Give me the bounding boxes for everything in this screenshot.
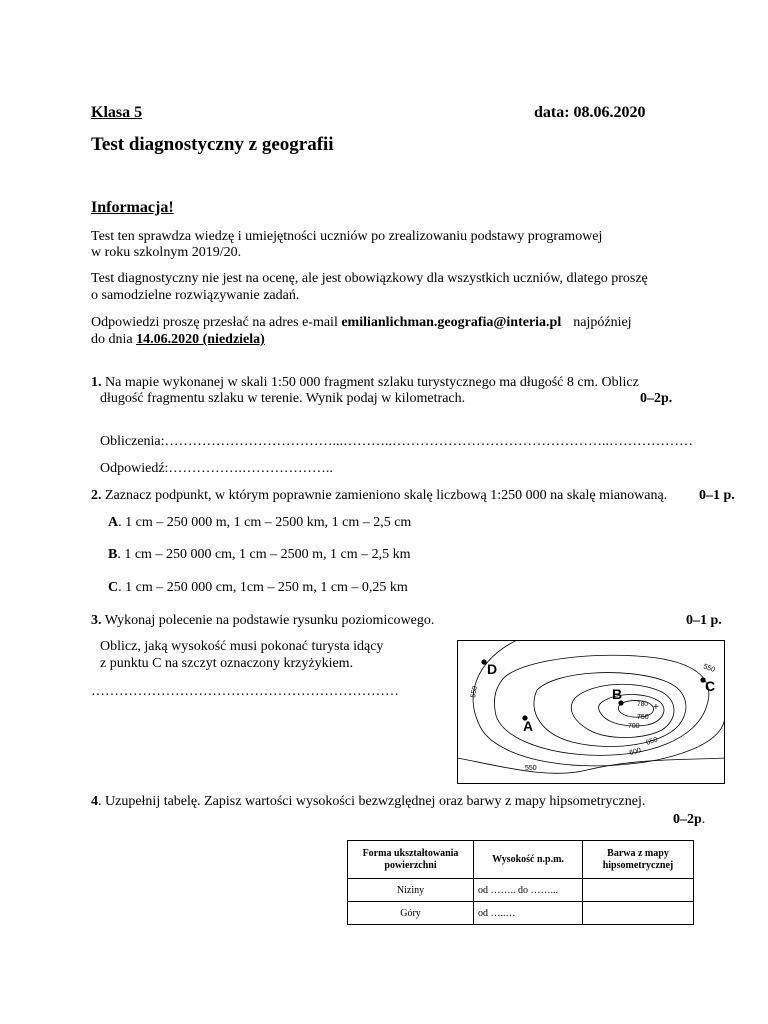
info-paragraph-3-line-1: [91, 314, 632, 331]
point-c-label: C: [705, 678, 716, 694]
option-a-letter: A: [108, 515, 119, 530]
table-cell-form: Niziny: [348, 879, 474, 902]
contour-label-780: 780: [637, 701, 648, 708]
question-2-text: Zaznacz podpunkt, w którym poprawnie zamieniono skalę liczbową 1:250 000 na skalę mianowaną.: [105, 488, 668, 503]
table-cell-form: Góry: [348, 902, 474, 925]
question-1-line-2: długość fragmentu szlaku w terenie. Wynik podaj w kilometrach.: [100, 391, 466, 406]
point-a-label: A: [523, 718, 534, 734]
table-header-color: Barwa z mapy hipsometrycznej: [583, 841, 694, 879]
contour-label-550-bottom: 550: [525, 765, 537, 772]
table-cell-height[interactable]: od …….. do ……...: [474, 879, 583, 902]
date-label: data: 08.06.2020: [534, 104, 646, 121]
class-label: Klasa 5: [91, 104, 143, 121]
table-cell-height[interactable]: od …..…: [474, 902, 583, 925]
option-a-text: . 1 cm – 250 000 m, 1 cm – 2500 km, 1 cm – 2,5 cm: [118, 515, 412, 530]
question-4-table: [347, 840, 694, 925]
question-3-text: Wykonaj polecenie na podstawie rysunku poziomicowego.: [104, 613, 435, 628]
question-3-instruction-line-2: z punktu C na szczyt oznaczony krzyżykiem.: [100, 656, 354, 671]
question-4-line: [91, 793, 645, 810]
question-4-points-dot: .: [701, 812, 706, 827]
option-b-letter: B: [108, 547, 118, 562]
info-paragraph-1-line-2: w roku szkolnym 2019/20.: [91, 245, 242, 260]
question-4-number: 4: [91, 794, 98, 809]
contour-label-600: 600: [628, 747, 642, 757]
option-c-text: . 1 cm – 250 000 cm, 1cm – 250 m, 1 cm – 0,25 km: [118, 580, 408, 595]
info-heading: Informacja!: [91, 199, 174, 216]
table-header-row: [348, 841, 694, 879]
question-1-text: Na mapie wykonanej w skali 1:50 000 fragment szlaku turystycznego ma długość 8 cm. Oblicz: [105, 375, 639, 390]
table-cell-color[interactable]: [583, 879, 694, 902]
question-2-option-a[interactable]: [108, 514, 411, 531]
map-frame: [458, 641, 725, 784]
option-c-letter: C: [108, 580, 119, 595]
question-2-number: 2.: [91, 488, 102, 503]
question-4-text: . Uzupełnij tabelę. Zapisz wartości wysokości bezwzględnej oraz barwy z mapy hipsometrycznej.: [98, 794, 646, 809]
contour-label-750: 750: [637, 714, 649, 721]
info-paragraph-2-line-1: Test diagnostyczny nie jest na ocenę, ale jest obowiązkowy dla wszystkich uczniów, dlatego proszę: [91, 271, 648, 286]
info-paragraph-2-line-2: o samodzielne rozwiązywanie zadań.: [91, 288, 300, 303]
question-3-instruction-line-1: Oblicz, jaką wysokość musi pokonać turysta idący: [100, 639, 384, 654]
contact-email[interactable]: emilianlichman.geografia@interia.pl: [341, 315, 562, 330]
deadline-prefix: do dnia: [91, 332, 137, 347]
question-2-points: 0–1 p.: [699, 488, 735, 503]
question-4-points-value: 0–2p: [673, 812, 702, 827]
point-b-label: B: [612, 686, 623, 702]
question-3-line: [91, 612, 434, 629]
question-3-points: 0–1 p.: [686, 613, 722, 628]
table-header-form: Forma ukształtowania powierzchni: [348, 841, 474, 879]
contour-label-700: 700: [628, 723, 640, 730]
contour-label-550-right: 550: [702, 663, 716, 674]
question-2-option-c[interactable]: [108, 579, 408, 596]
option-b-text: . 1 cm – 250 000 cm, 1 cm – 2500 m, 1 cm – 2,5 km: [117, 547, 411, 562]
contour-label-550-left: 550: [470, 685, 479, 699]
question-1-points: 0–2p.: [640, 391, 673, 406]
question-4-points: [673, 811, 705, 828]
question-2-line: [91, 487, 667, 504]
contour-map: [457, 640, 725, 784]
info-email-prefix: Odpowiedzi proszę przesłać na adres e-mail: [91, 315, 342, 330]
info-paragraph-3-line-2: [91, 331, 265, 348]
point-d-label: D: [487, 661, 498, 677]
point-d-marker: [481, 659, 486, 664]
question-1-answer-field[interactable]: Odpowiedź:…………….………………..: [100, 461, 333, 476]
table-cell-color[interactable]: [583, 902, 694, 925]
deadline-date: 14.06.2020 (niedziela): [136, 332, 265, 347]
question-3-number: 3.: [91, 613, 102, 628]
question-1-calculation-field[interactable]: Obliczenia:………………………………...………..………………………………………..………………: [100, 434, 694, 449]
table-row: [348, 879, 694, 902]
question-1-number: 1.: [91, 375, 102, 390]
summit-cross: +: [653, 702, 659, 713]
question-3-answer-field[interactable]: …………………………………………………………: [91, 684, 399, 699]
table-row: [348, 902, 694, 925]
info-paragraph-1-line-1: Test ten sprawdza wiedzę i umiejętności uczniów po zrealizowaniu podstawy programowej: [91, 229, 603, 244]
table-header-height: Wysokość n.p.m.: [474, 841, 583, 879]
contour-label-650: 650: [645, 736, 659, 747]
question-2-option-b[interactable]: [108, 546, 411, 563]
question-1-line-1: [91, 374, 639, 391]
info-email-suffix: najpóźniej: [573, 315, 632, 330]
page-title: Test diagnostyczny z geografii: [91, 134, 334, 155]
